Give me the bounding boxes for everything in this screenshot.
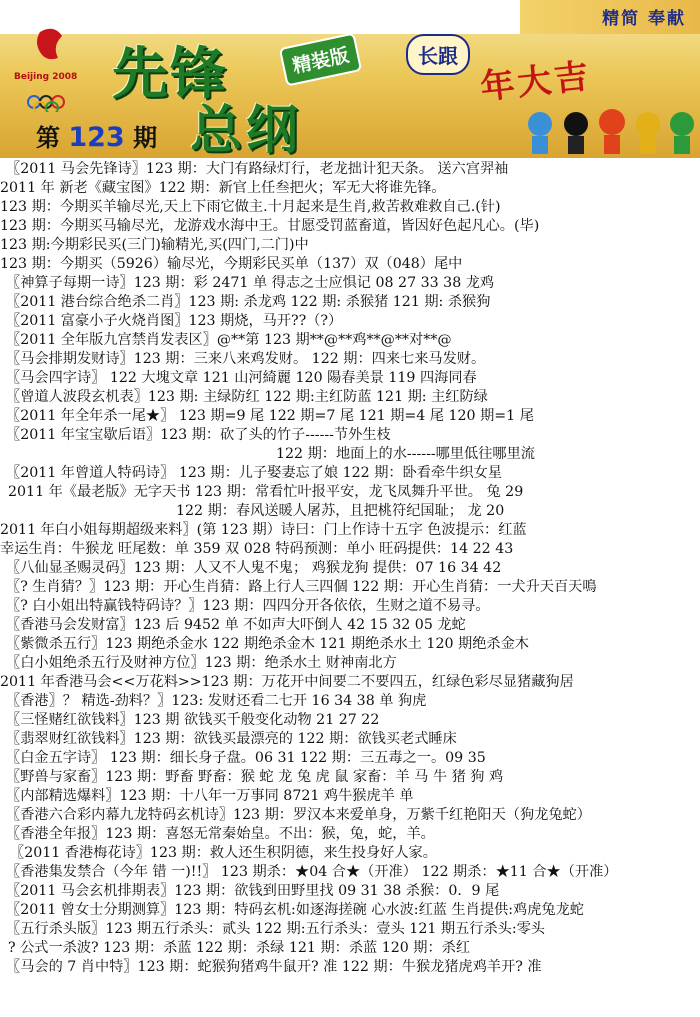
text-line: 〖2011 年曾道人特码诗〗 123 期：儿子娶妻忘了娘 122 期：卧看牵牛织女星 (6, 465, 502, 481)
olympic-logo-text: Beijing 2008 (14, 72, 78, 82)
text-line: 〖2011 全年版九宫禁肖发表区〗@**第 123 期**@**鸡**@**对**@ (6, 332, 452, 348)
text-line: 〖白小姐绝杀五行及财神方位〗123 期：绝杀水土 财神南北方 (6, 655, 397, 671)
text-line: 〖曾道人波段玄机表〗123 期: 主绿防红 122 期:主红防蓝 121 期: 主红防绿 (6, 389, 488, 405)
document-body (0, 160, 700, 977)
text-line: 〖香港全年报〗123 期：喜怒无常秦始皇。不出：猴，兔，蛇，羊。 (6, 826, 435, 842)
text-line: 〖五行杀头版〗123 期五行杀头：贰头 122 期:五行杀头：壹头 121 期五行杀头:零头 (6, 921, 545, 937)
text-line: 〖马会的 7 肖中特〗123 期：蛇猴狗猪鸡牛鼠开? 准 122 期：牛猴龙猪虎鸡羊开? 准 (6, 959, 542, 975)
banner-slogan: 年大吉 (478, 56, 594, 108)
issue-number: 123 (68, 122, 125, 153)
text-line: 〖香港〗？ 精选-劲料？〗123: 发财还看二七开 16 34 38 单 狗虎 (6, 693, 427, 709)
text-line: 〖2011 港台综合绝杀二肖〗123 期: 杀龙鸡 122 期: 杀猴猪 121 期: 杀猴狗 (6, 294, 491, 310)
follow-badge: 长跟 (406, 34, 470, 75)
issue-label (36, 118, 157, 153)
olympic-logo-icon (12, 22, 92, 112)
text-line: 〖2011 马会玄机排期表〗123 期：欲钱到田野里找 09 31 38 杀猴：0．9 尾 (6, 883, 500, 899)
text-line: 〖香港集发禁合（今年 错 一)!!〗 123 期杀：★04 合★（开准） 122 期杀：★11 合★（开准） (6, 864, 618, 880)
text-line: 123 期：今期买羊输尽光,天上下雨它做主.十月起来是生肖,救苦救难救自己.(针) (0, 199, 501, 215)
text-line: 2011 年香港马会<<万花料>>123 期：万花开中间要二不要四五，红绿色彩尽显猪藏狗居 (0, 674, 574, 690)
banner-top-right-text: 精简 奉献 (602, 9, 686, 29)
text-line: 〖三怪赌红欲钱料〗123 期 欲钱买千般变化动物 21 27 22 (6, 712, 380, 728)
text-line: 2011 年《最老版》无字天书 123 期：常看忙叶报平安，龙飞凤舞升平世。 兔 29 (8, 484, 524, 500)
text-line: 2011 年 新老《藏宝图》122 期：新官上任叁把火；军无大将谁先锋。 (0, 180, 446, 196)
text-line: 幸运生肖：牛猴龙 旺尾数：单 359 双 028 特码预测：单小 旺码提供：14 22 43 (0, 541, 514, 557)
text-line: 123 期:今期彩民买(三门)输精光,买(四门,二门)中 (0, 237, 309, 253)
banner-title-main: 先锋 (112, 42, 228, 107)
text-line: 〖2011 曾女士分期测算〗123 期：特码玄机:如逐海搓碗 心水波:红蓝 生肖提供:鸡虎兔龙蛇 (6, 902, 584, 918)
text-line: 〖2011 年全年杀一尾★〗 123 期=9 尾 122 期=7 尾 121 期=4 尾 120 期=1 尾 (6, 408, 534, 424)
text-line: 2011 年白小姐每期超级来料〗(第 123 期）诗曰：门上作诗十五字 色波提示：红蓝 (0, 522, 527, 538)
text-line: 〖2011 富豪小子火烧肖图〗123 期烧，马开??（?） (6, 313, 343, 329)
text-line: 〖紫微杀五行〗123 期绝杀金水 122 期绝杀金木 121 期绝杀水土 120 期绝杀金木 (6, 636, 529, 652)
text-line: 〖香港六合彩内幕九龙特码玄机诗〗123 期：罗汉本来爱单身，万紫千红艳阳天（狗龙兔蛇） (6, 807, 591, 823)
text-line: 122 期：春风送暖人屠苏，且把桃符纪国耻； 龙 20 (176, 503, 505, 519)
text-line: 122 期：地面上的水------哪里低往哪里流 (276, 446, 535, 462)
text-line: 〖马会四字诗〗 122 大塊文章 121 山河綺麗 120 陽春美景 119 四海同春 (6, 370, 477, 386)
text-line: 〖内部精选爆料〗123 期：十八年一万事同 8721 鸡牛猴虎羊 单 (6, 788, 414, 804)
text-line: 〖翡翠财红欲钱料〗123 期：欲钱买最漂亮的 122 期：欲钱买老式睡床 (6, 731, 457, 747)
text-line: 〖八仙显圣赐灵码〗123 期：人又不人鬼不鬼； 鸡猴龙狗 提供：07 16 34 42 (6, 560, 502, 576)
text-line: 〖2011 年宝宝歇后语〗123 期：砍了头的竹子------节外生枝 (6, 427, 391, 443)
text-line: 〖2011 香港梅花诗〗123 期：救人还生积阴德，来生投身好人家。 (10, 845, 437, 861)
mascots-icon (520, 102, 700, 158)
text-line: 〖野兽与家畜〗123 期：野畜 野畜：猴 蛇 龙 兔 虎 鼠 家畜：羊 马 牛 猪 狗 鸡 (6, 769, 504, 785)
text-line: 〖神算子每期一诗〗123 期：彩 2471 单 得志之士应惧记 08 27 33 38 龙鸡 (6, 275, 495, 291)
header-banner (0, 0, 700, 158)
text-line: ? 公式一杀波? 123 期：杀蓝 122 期：杀绿 121 期：杀蓝 120 期：杀红 (8, 940, 471, 956)
issue-prefix: 第 (36, 124, 60, 152)
text-line: 〖? 生肖猜？〗123 期：开心生肖猜：路上行人三四個 122 期：开心生肖猜：一犬升天百天鳴 (6, 579, 597, 595)
text-line: 123 期：今期买（5926）输尽光，今期彩民买单（137）双（048）尾中 (0, 256, 463, 272)
issue-suffix: 期 (133, 124, 158, 152)
edition-badge: 精装版 (279, 32, 362, 86)
text-line: 〖2011 马会先锋诗〗123 期：大门有路绿灯行，老龙拙计犯天条。 送六宫羿袖 (6, 161, 509, 177)
text-line: 〖马会排期发财诗〗123 期：三来八来鸡发财。 122 期：四来七来马发财。 (6, 351, 486, 367)
text-line: 123 期：今期买马输尽光，龙游戏水海中王。甘愿受罚蓝畜道，皆因好色起凡心。(毕) (0, 218, 540, 234)
text-line: 〖白金五字诗〗 123 期：细长身子盘。06 31 122 期：三五毒之一。09 35 (6, 750, 486, 766)
text-line: 〖? 白小姐出特赢钱特码诗？〗123 期：四四分开各依依，生财之道不易寻。 (6, 598, 490, 614)
text-line: 〖香港马会发财富〗123 后 9452 单 不如声大吓倒人 42 15 32 05 龙蛇 (6, 617, 466, 633)
banner-title-sub: 总纲 (190, 101, 303, 158)
